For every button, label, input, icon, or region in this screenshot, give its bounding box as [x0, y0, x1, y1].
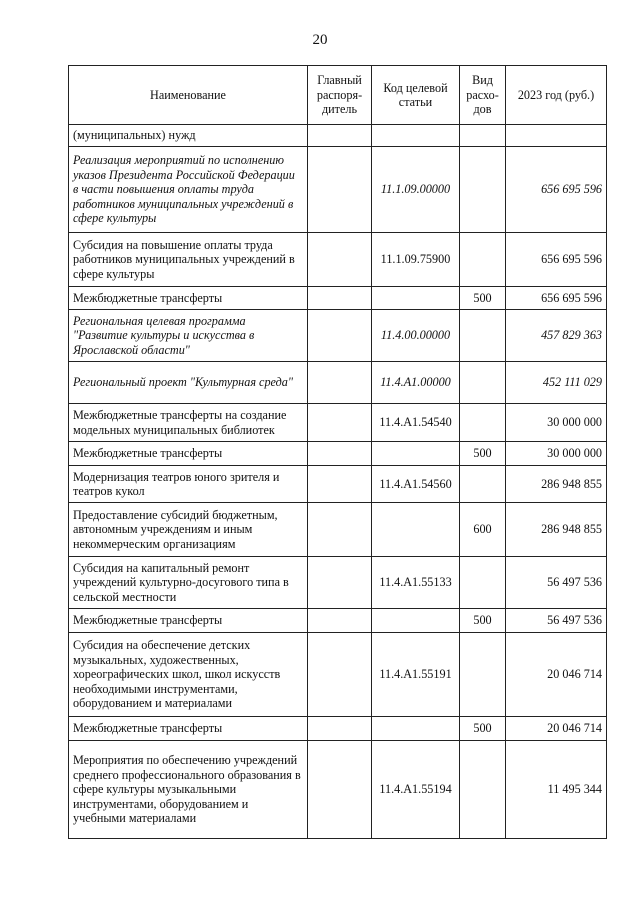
header-row — [69, 66, 607, 125]
table-row — [69, 741, 607, 839]
row-code: 11.4.А1.00000 — [372, 362, 460, 404]
header-code: Код целевой статьи — [372, 66, 460, 125]
row-manager — [308, 557, 372, 609]
table-row — [69, 287, 607, 310]
row-name: Межбюджетные трансферты на создание модельных муниципальных библиотек — [69, 404, 308, 442]
row-name: Субсидия на повышение оплаты труда работников муниципальных учреждений в сфере культуры — [69, 233, 308, 287]
row-kind — [460, 310, 506, 362]
budget-table — [68, 65, 607, 839]
row-amount: 30 000 000 — [506, 442, 607, 466]
header-manager: Главный распоря-дитель — [308, 66, 372, 125]
row-name: Межбюджетные трансферты — [69, 442, 308, 466]
row-manager — [308, 404, 372, 442]
row-kind — [460, 147, 506, 233]
header-kind: Вид расхо-дов — [460, 66, 506, 125]
row-amount: 452 111 029 — [506, 362, 607, 404]
row-name: Межбюджетные трансферты — [69, 287, 308, 310]
row-code: 11.1.09.00000 — [372, 147, 460, 233]
table-row — [69, 609, 607, 633]
row-amount: 30 000 000 — [506, 404, 607, 442]
row-kind: 500 — [460, 609, 506, 633]
table-row — [69, 233, 607, 287]
row-code: 11.4.00.00000 — [372, 310, 460, 362]
row-name: Мероприятия по обеспечению учреждений среднего профессионального образования в сфере культуры музыкальными инструментами, оборудованием и учебными материалами — [69, 741, 308, 839]
row-manager — [308, 609, 372, 633]
row-kind — [460, 633, 506, 717]
row-code — [372, 125, 460, 147]
row-code — [372, 442, 460, 466]
row-amount: 20 046 714 — [506, 633, 607, 717]
row-kind — [460, 741, 506, 839]
row-code — [372, 609, 460, 633]
row-manager — [308, 287, 372, 310]
table-row — [69, 717, 607, 741]
row-amount: 656 695 596 — [506, 233, 607, 287]
row-name: Реализация мероприятий по исполнению указов Президента Российской Федерации в части повышения оплаты труда работников муниципальных учреждений в сфере культуры — [69, 147, 308, 233]
row-manager — [308, 741, 372, 839]
row-amount: 656 695 596 — [506, 147, 607, 233]
table-row — [69, 557, 607, 609]
row-manager — [308, 717, 372, 741]
row-code — [372, 503, 460, 557]
row-amount: 286 948 855 — [506, 466, 607, 503]
row-kind: 500 — [460, 717, 506, 741]
row-code — [372, 717, 460, 741]
row-manager — [308, 233, 372, 287]
table-row — [69, 404, 607, 442]
row-name: Модернизация театров юного зрителя и театров кукол — [69, 466, 308, 503]
row-kind: 500 — [460, 287, 506, 310]
row-kind — [460, 557, 506, 609]
row-code: 11.1.09.75900 — [372, 233, 460, 287]
table-row — [69, 442, 607, 466]
row-amount: 656 695 596 — [506, 287, 607, 310]
row-name: Региональный проект "Культурная среда" — [69, 362, 308, 404]
row-kind: 500 — [460, 442, 506, 466]
row-manager — [308, 362, 372, 404]
row-amount: 56 497 536 — [506, 557, 607, 609]
row-code — [372, 287, 460, 310]
row-kind — [460, 466, 506, 503]
row-amount — [506, 125, 607, 147]
row-code: 11.4.А1.55191 — [372, 633, 460, 717]
row-manager — [308, 503, 372, 557]
row-manager — [308, 442, 372, 466]
row-code: 11.4.А1.54540 — [372, 404, 460, 442]
table-row — [69, 310, 607, 362]
row-kind: 600 — [460, 503, 506, 557]
row-amount: 20 046 714 — [506, 717, 607, 741]
row-manager — [308, 310, 372, 362]
header-year: 2023 год (руб.) — [506, 66, 607, 125]
page-number: 20 — [312, 32, 328, 48]
row-amount: 56 497 536 — [506, 609, 607, 633]
row-name: Межбюджетные трансферты — [69, 717, 308, 741]
table-row — [69, 147, 607, 233]
row-name: Субсидия на капитальный ремонт учреждений культурно-досугового типа в сельской местности — [69, 557, 308, 609]
row-manager — [308, 633, 372, 717]
table-row — [69, 503, 607, 557]
table-row — [69, 125, 607, 147]
row-code: 11.4.А1.54560 — [372, 466, 460, 503]
row-kind — [460, 125, 506, 147]
row-kind — [460, 362, 506, 404]
row-code: 11.4.А1.55133 — [372, 557, 460, 609]
row-manager — [308, 125, 372, 147]
row-name: Межбюджетные трансферты — [69, 609, 308, 633]
table-row — [69, 633, 607, 717]
table-row — [69, 362, 607, 404]
header-name: Наименование — [69, 66, 308, 125]
row-amount: 286 948 855 — [506, 503, 607, 557]
row-amount: 11 495 344 — [506, 741, 607, 839]
row-manager — [308, 466, 372, 503]
row-name: Субсидия на обеспечение детских музыкальных, художественных, хореографических школ, школ искусств необходимыми инструментами, оборудованием и материалами — [69, 633, 308, 717]
row-kind — [460, 233, 506, 287]
row-name: (муниципальных) нужд — [69, 125, 308, 147]
row-kind — [460, 404, 506, 442]
row-code: 11.4.А1.55194 — [372, 741, 460, 839]
row-amount: 457 829 363 — [506, 310, 607, 362]
table-row — [69, 466, 607, 503]
row-name: Региональная целевая программа "Развитие культуры и искусства в Ярославской области" — [69, 310, 308, 362]
row-name: Предоставление субсидий бюджетным, автономным учреждениям и иным некоммерческим организациям — [69, 503, 308, 557]
row-manager — [308, 147, 372, 233]
